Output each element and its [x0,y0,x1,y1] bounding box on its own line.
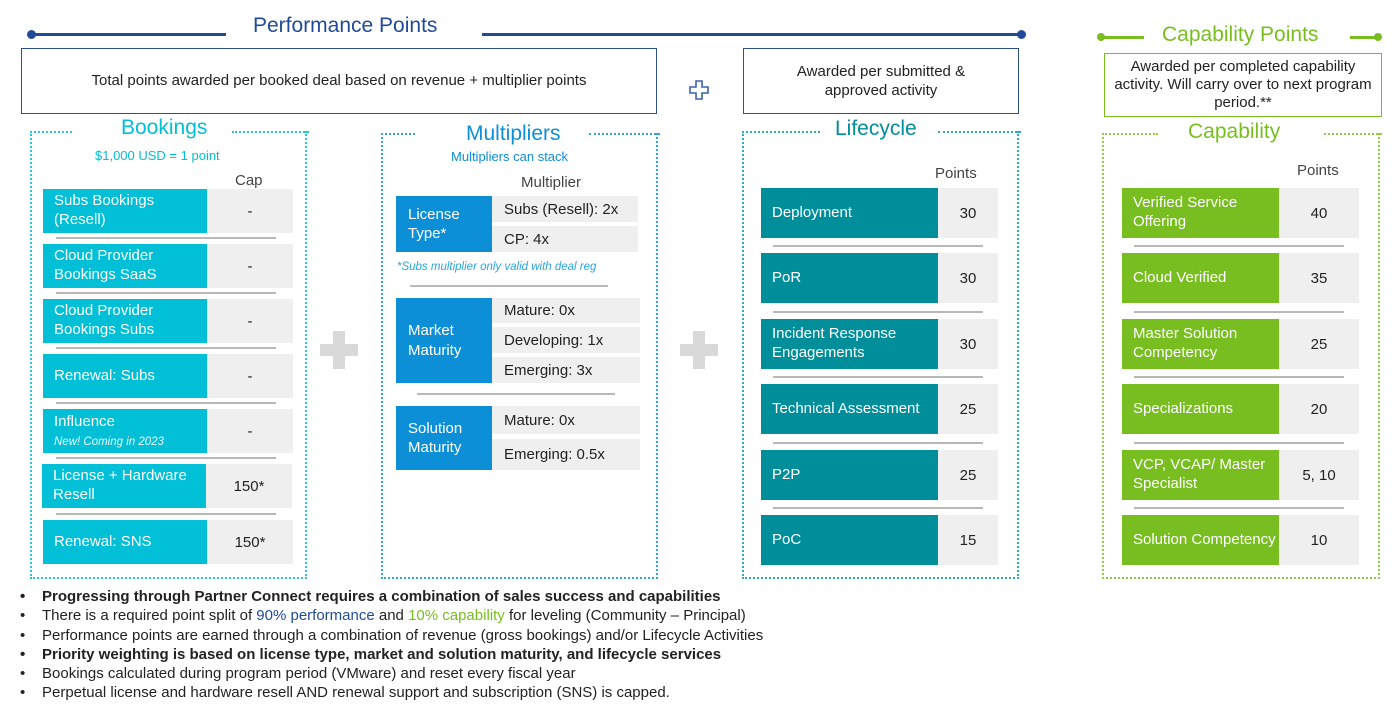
bookings-title: Bookings [121,116,208,139]
divider [56,292,276,294]
note-item [20,683,763,702]
divider [773,442,983,444]
capability-description-box [1104,53,1382,117]
panel-top-left [30,131,72,133]
divider [56,457,276,459]
performance-title: Performance Points [253,14,438,37]
divider [1134,311,1344,313]
multipliers-subtitle: Multipliers can stack [451,149,569,164]
lifecycle-row [761,319,998,369]
multiplier-value: Subs (Resell): 2x [492,196,638,222]
lifecycle-row-label: PoC [761,515,938,565]
divider [1134,442,1344,444]
capability-row [1122,384,1359,434]
bookings-row-label: License + Hardware Resell [42,464,206,508]
bookings-row-label: Cloud Provider Bookings SaaS [43,244,207,288]
multiplier-group [396,406,640,470]
lifecycle-row-value: 30 [938,253,998,303]
plus-icon [320,331,358,369]
panel-top-left [1102,133,1158,135]
capability-row-value: 35 [1279,253,1359,303]
lifecycle-row-value: 30 [938,188,998,238]
divider [417,393,615,395]
capability-points-title: Capability Points [1162,23,1319,46]
notes-list [20,587,763,703]
lifecycle-row-value: 25 [938,450,998,500]
divider [56,513,276,515]
bookings-row [43,520,293,564]
divider [1134,507,1344,509]
lifecycle-row-label: P2P [761,450,938,500]
divider [1134,245,1344,247]
capability-description: Awarded per completed capability activity. Will carry over to next program period.** [1114,57,1372,112]
note-text: There is a required point split of [42,607,257,625]
bookings-row [42,464,292,508]
capability-row-label: Cloud Verified [1122,253,1279,303]
capability-column-header: Points [1297,162,1339,179]
lifecycle-row-label: PoR [761,253,938,303]
multiplier-values [492,196,638,252]
bookings-row-label: Renewal: Subs [43,354,207,398]
coming-soon-note: New! Coming in 2023 [54,435,164,448]
cap-line-dot-right [1374,33,1382,41]
note-text: Progressing through Partner Connect requires a combination of sales success and capabilities [42,588,721,605]
panel-top-right [1324,133,1382,135]
divider [773,376,983,378]
bookings-row-value: - [207,189,293,233]
divider [56,237,276,239]
lifecycle-row-label: Technical Assessment [761,384,938,434]
multipliers-title: Multipliers [466,122,561,145]
capability-title: Capability [1188,120,1281,143]
panel-top-left [742,131,820,133]
capability-row [1122,253,1359,303]
capability-row [1122,450,1359,500]
bookings-row-label-group [43,409,207,453]
multiplier-group-label: License Type* [396,196,492,252]
lifecycle-row [761,253,998,303]
note-item [20,587,763,606]
note-text: Priority weighting is based on license type, market and solution maturity, and lifecycle services [42,645,722,663]
divider [56,347,276,349]
lifecycle-row [761,384,998,434]
lifecycle-row [761,515,998,565]
bullet-icon: • [20,607,26,625]
header-line-dot-right [1017,30,1026,39]
capability-row [1122,515,1359,565]
multiplier-values [492,298,640,383]
capability-row-label: Verified Service Offering [1122,188,1279,238]
plus-icon [680,331,718,369]
revenue-description-box [21,48,657,114]
cap-line-left [1100,36,1144,39]
capability-row-value: 40 [1279,188,1359,238]
capability-row-value: 5, 10 [1279,450,1359,500]
multiplier-group-label: Solution Maturity [396,406,492,470]
plus-outline-icon [688,79,710,101]
divider [773,311,983,313]
note-text: Perpetual license and hardware resell AND renewal support and subscription (SNS) is capped. [42,684,670,702]
bookings-row [43,409,293,453]
note-text: Performance points are earned through a combination of revenue (gross bookings) and/or Lifecycle Activities [42,626,764,644]
bookings-row-value: - [207,354,293,398]
bullet-icon: • [20,588,26,605]
bookings-row-label: Subs Bookings (Resell) [43,189,207,233]
lifecycle-column-header: Points [935,165,977,182]
bookings-row-value: 150* [206,464,292,508]
lifecycle-row [761,188,998,238]
multiplier-value: CP: 4x [492,226,638,252]
bullet-icon: • [20,645,26,663]
capability-split: 10% capability [408,607,505,625]
lifecycle-description-box [743,48,1019,114]
multiplier-group [396,196,638,252]
divider [56,402,276,404]
bookings-row-value: 150* [207,520,293,564]
bullet-icon: • [20,665,26,683]
capability-row-value: 25 [1279,319,1359,369]
note-text: for leveling (Community – Principal) [504,607,746,625]
bookings-row-value: - [207,299,293,343]
multiplier-group [396,298,640,383]
multipliers-column-header: Multiplier [521,174,582,191]
capability-row-label: Specializations [1122,384,1279,434]
revenue-description: Total points awarded per booked deal based on revenue + multiplier points [91,72,587,90]
capability-row [1122,319,1359,369]
multiplier-group-label: Market Maturity [396,298,492,383]
divider [773,507,983,509]
bookings-row-label: Renewal: SNS [43,520,207,564]
bookings-row-value: - [207,244,293,288]
panel-top-left [381,133,415,135]
panel-top-right [589,133,660,135]
multiplier-footnote: *Subs multiplier only valid with deal reg [397,261,597,273]
lifecycle-title: Lifecycle [835,117,917,140]
note-text: and [374,607,409,625]
note-item [20,664,763,683]
multiplier-value: Developing: 1x [492,327,640,353]
divider [410,285,608,287]
bookings-row [43,354,293,398]
performance-split: 90% performance [256,607,375,625]
lifecycle-row-value: 25 [938,384,998,434]
header-line-right [482,33,1022,36]
lifecycle-row-label: Deployment [761,188,938,238]
capability-row [1122,188,1359,238]
capability-row-value: 20 [1279,384,1359,434]
bookings-row-value: - [207,409,293,453]
panel-top-right [232,131,309,133]
bookings-row [43,244,293,288]
capability-row-label: VCP, VCAP/ Master Specialist [1122,450,1279,500]
bookings-row [43,299,293,343]
multiplier-value: Emerging: 3x [492,357,640,383]
capability-row-label: Master Solution Competency [1122,319,1279,369]
bookings-subtitle: $1,000 USD = 1 point [95,148,220,163]
lifecycle-row-value: 30 [938,319,998,369]
lifecycle-row-label: Incident Response Engagements [761,319,938,369]
bookings-row [43,189,293,233]
bookings-row-label: Influence [54,412,115,430]
capability-row-label: Solution Competency [1122,515,1279,565]
panel-top-right [938,131,1021,133]
note-item [20,606,763,625]
note-item [20,645,763,664]
multiplier-value: Emerging: 0.5x [492,439,640,470]
divider [1134,376,1344,378]
note-item [20,626,763,645]
header-line-left [30,33,226,36]
bookings-column-header: Cap [235,172,263,189]
bullet-icon: • [20,626,26,644]
lifecycle-row [761,450,998,500]
bullet-icon: • [20,684,26,702]
multiplier-value: Mature: 0x [492,298,640,323]
multiplier-values [492,406,640,470]
divider [773,245,983,247]
lifecycle-row-value: 15 [938,515,998,565]
multiplier-value: Mature: 0x [492,406,640,434]
bookings-row-label: Cloud Provider Bookings Subs [43,299,207,343]
lifecycle-description: Awarded per submitted & approved activity [796,62,966,99]
capability-row-value: 10 [1279,515,1359,565]
note-text: Bookings calculated during program period (VMware) and reset every fiscal year [42,665,576,683]
